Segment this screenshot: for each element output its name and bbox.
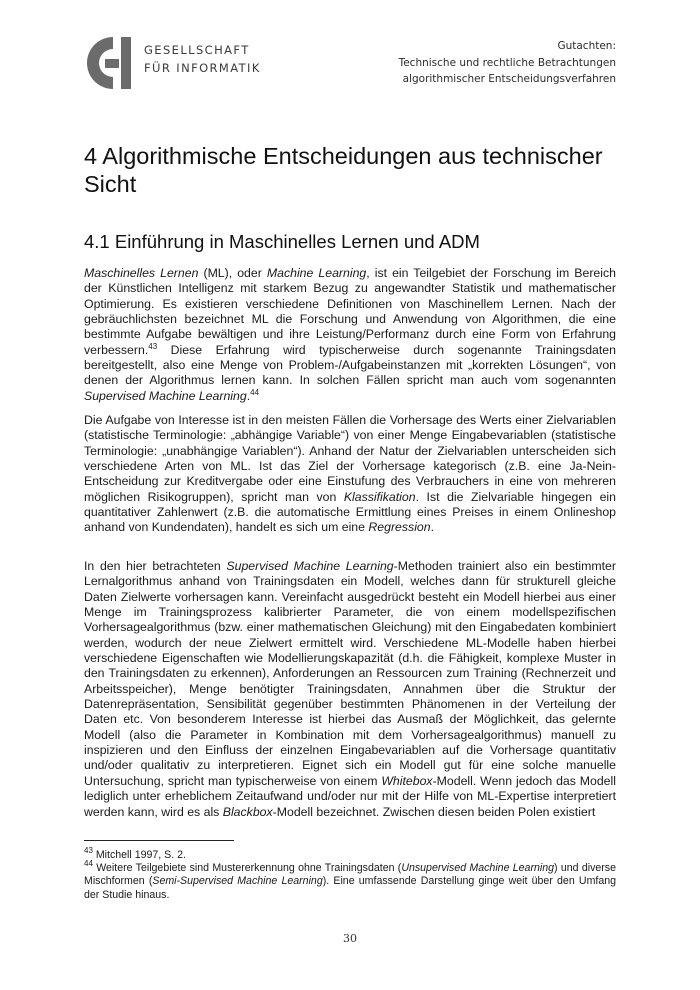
text: .	[430, 520, 435, 535]
text: Mitchell 1997, S. 2.	[92, 849, 186, 861]
text: Die Aufgabe von Interesse ist in den meisten Fällen die Vorhersage des Werts einer Zielvariablen (statistische Terminologie: „abhängige Variable“) von einer Menge Eingabevariablen (statistische Terminologie: „unabhängige Variablen“). Anhand der Natur der Zielvariablen unterscheiden sich verschiedene Arten von ML. Ist das Ziel der Vorhersage kategorisch (z.B. eine Ja-Nein-Entscheidung zur Kreditvergabe oder eine Einstufung des Verbrauchers in eine von mehreren möglichen Risikogruppen), spricht man von	[84, 413, 616, 504]
gi-logo-icon	[83, 33, 141, 93]
paragraph-3	[84, 559, 616, 820]
text: -Methoden trainiert also ein bestimmter Lernalgorithmus anhand von Trainingsdaten ein Modell, welches dann für strukturell gleiche Daten Zielwerte vorhersagen kann. Vereinfacht ausgedrückt besteht ein Modell hierbei aus einer Menge im Trainingsprozess kalibrierter Parameter, die von einem modellspezifischen Vorhersagealgorithmus (bzw. einer mathematischen Gleichung) mit den Eingabedaten kombiniert werden, wodurch der neue Zielwert ermittelt wird. Verschiedene ML-Modelle haben hierbei verschiedene Eigenschaften wie Modellierungskapazität (d.h. die Fähigkeit, komplexe Muster in den Trainingsdaten zu erkennen), Anforderungen an Ressourcen zum Training (Rechnerzeit und Arbeitsspeicher), Menge benötigter Trainingsdaten, Annahmen über die Struktur der Datenrepräsentation, Sensibilität gegenüber bestimmten Phänomenen in der Verteilung der Daten etc. Von besonderem Interesse ist hierbei das Ausmaß der Möglichkeit, das gelernte Modell (also die Parameter in Kombination mit dem Vorhersagealgorithmus) manuell zu inspizieren und den Einfluss der einzelnen Eingabevariablen auf die Vorhersage quantitativ und/oder qualitativ zu interpretieren. Eignet sich ein Modell gut für eine solche manuelle Untersuchung, spricht man typischerweise von einem	[84, 559, 616, 788]
term: Supervised Machine Learning	[84, 388, 247, 403]
chapter-title: 4 Algorithmische Entscheidungen aus technischer Sicht	[84, 143, 603, 197]
text: -Modell bezeichnet. Zwischen diesen beiden Polen existiert	[272, 804, 596, 819]
logo-line-1: GESELLSCHAFT	[144, 43, 250, 57]
footnote-43	[84, 846, 616, 862]
term: Maschinelles Lernen	[84, 266, 199, 280]
footnote-ref[interactable]: 44	[250, 387, 260, 397]
text: Weitere Teilgebiete sind Mustererkennung ohne Trainingsdaten (	[92, 862, 402, 874]
footnote-number: 44	[84, 859, 93, 868]
text: (ML), oder	[198, 266, 267, 280]
paragraph-2	[84, 413, 616, 536]
logo-line-2: FÜR INFORMATIK	[144, 61, 261, 75]
running-header	[399, 38, 616, 88]
term: Supervised Machine Learning	[226, 559, 394, 573]
text: Diese Erfahrung wird typischerweise durch sogenannte Trainingsdaten bereitgestellt, also eine Menge von Problem-/Aufgabeinstanzen mit „korrekten Lösungen“, von denen der Algorithmus lernen kann. In solchen Fällen spricht man auch vom sogenannten	[84, 342, 616, 388]
section-title: 4.1 Einführung in Maschinelles Lernen und ADM	[84, 231, 480, 252]
text: In den hier betrachteten	[84, 559, 227, 573]
paragraph-1	[84, 266, 616, 404]
text: , ist ein Teilgebiet der Forschung im Bereich der Künstlichen Intelligenz mit starkem Bezug zu angewandter Statistik und mathematischer Optimierung. Es existieren verschiedene Definitionen von Maschinellem Lernen. Nach der gebräuchlichsten bezeichnet ML die Forschung und Anwendung von Algorithmen, die eine bestimmte Aufgabe bewältigen und ihre Leistung/Performanz durch eine Form von Erfahrung verbessern.	[84, 266, 616, 357]
header-line-1: Gutachten:	[557, 40, 616, 52]
footnote-separator	[84, 840, 234, 841]
term: Unsupervised Machine Learning	[401, 862, 555, 874]
text: .	[246, 388, 251, 403]
logo-wordmark	[144, 41, 261, 77]
header-line-2: Technische und rechtliche Betrachtungen	[398, 56, 616, 69]
footnote-44	[84, 859, 617, 902]
text: . Ist die Zielvariable hingegen ein quantitativer Zahlenwert (z.B. die automatische Ermittlung eines Preises in einem Onlineshop anhand von Kundendaten), handelt es sich um eine	[84, 489, 616, 535]
gi-logo	[83, 33, 273, 93]
header-line-3: algorithmischer Entscheidungsverfahren	[402, 73, 616, 85]
term: Machine Learning	[266, 266, 367, 280]
text: -Modell. Wenn jedoch das Modell lediglich unter erheblichem Zeitaufwand und/oder nur mit der Hilfe von ML-Expertise interpretiert werden kann, wird es als	[84, 773, 616, 819]
term: Semi-Supervised Machine Learning	[152, 875, 323, 888]
term: Blackbox	[222, 804, 273, 819]
page-number: 30	[343, 932, 357, 945]
term: Whitebox	[381, 773, 433, 788]
text: ). Eine umfassende Darstellung ginge weit über den Umfang der Studie hinaus.	[84, 875, 617, 901]
text: ) und diverse Mischformen (	[84, 862, 616, 888]
footnote-ref[interactable]: 43	[148, 341, 158, 351]
footnote-number: 43	[84, 846, 93, 855]
term: Klassifikation	[343, 489, 416, 504]
term: Regression	[368, 520, 431, 535]
